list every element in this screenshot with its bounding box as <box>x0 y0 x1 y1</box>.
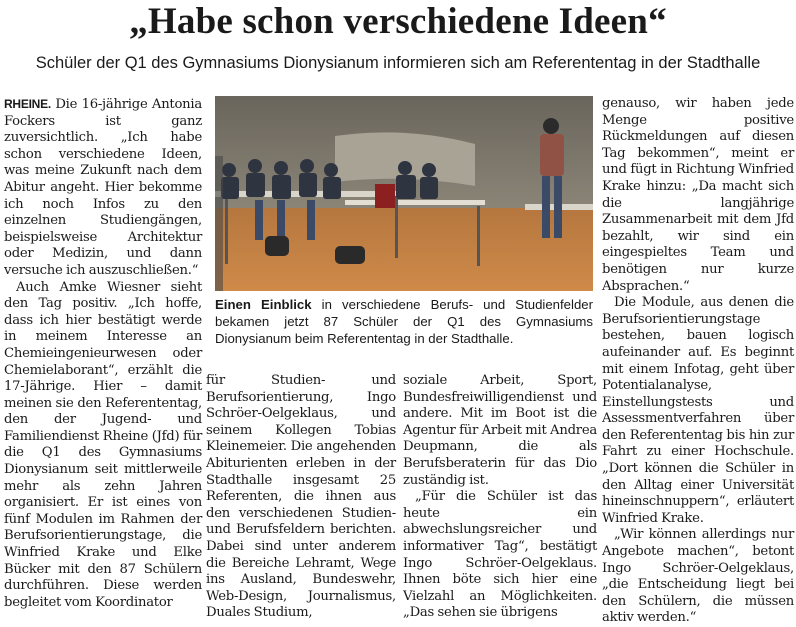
article-column-4 <box>602 96 794 626</box>
caption-lead: Einen Einblick <box>215 297 312 312</box>
article-photo <box>215 96 593 291</box>
caption-text: in verschiedene Berufs- und Studienfelder bekamen jetzt 87 Schüler der Q1 des Gymnasiums Dionysianum beim Referententag in der Stadthalle. <box>215 297 594 346</box>
photo-caption <box>215 296 593 348</box>
paragraph-1-text: Die 16-jährige Antonia Fockers ist ganz zuversichtlich. „Ich habe schon verschiedene Ideen, was meine Zukunft nach dem Abitur angeht. Hier bekomme ich noch Infos zu den einzelnen Studiengängen, beispielsweise Architektur oder Medizin, und dann versuche ich auszuschließen.“ <box>4 97 202 278</box>
paragraph-3: für Studien- und Berufsorientierung, Ingo Schröer-Oelgeklaus, und seinem Kollegen Tobias Kleinemeier. Die angehenden Abiturienten erleben in der Stadthalle insgesamt 25 Referenten, die ihnen aus den verschiedenen Studien- und Berufsfeldern berichten. Dabei sind unter anderem die Bereiche Lehramt, Wege ins Ausland, Bundeswehr, Web-Design, Journalismus, Duales Studium, <box>206 373 396 621</box>
subheadline: Schüler der Q1 des Gymnasiums Dionysianum informieren sich am Referententag in der Stadthalle <box>35 54 761 72</box>
dateline: RHEINE. <box>4 97 51 111</box>
classroom-photo <box>215 96 593 291</box>
article-column-2 <box>206 373 396 621</box>
paragraph-6: genauso, wir haben jede Menge positive Rückmeldungen auf diesen Tag bekommen“, meint er und fügt in Richtung Winfried Krake hinzu: „Da macht sich die langjährige Zusammenarbeit mit dem Jfd bezahlt, wir sind ein eingespieltes Team und benötigen nur kurze Absprachen.“ <box>602 96 794 294</box>
paragraph-7: Die Module, aus denen die Berufsorientierungstage bestehen, bauen logisch aufeinander auf. Es beginnt mit einem Infotag, geht über Potentialanalyse, Einstellungstests und Assessmentverfahren über den Referententag bis hin zur Fahrt zu einer Hochschule. „Dort können die Schüler in den Alltag einer Universität hineinschnuppern“, erläutert Winfried Krake. <box>602 295 794 526</box>
paragraph-1 <box>4 96 202 280</box>
paragraph-8: „Wir können allerdings nur Angebote machen“, betont Ingo Schröer-Oelgeklaus, „die Entscheidung liegt bei den Schülern, die müssen aktiv werden.“ <box>602 527 794 626</box>
paragraph-5: „Für die Schüler ist das heute ein abwechslungsreicher und informativer Tag“, bestätigt Ingo Schröer-Oelgeklaus. Ihnen böte sich hier eine Vielzahl an Möglichkeiten. „Das sehen sie übrigens <box>403 489 597 621</box>
headline: „Habe schon verschiedene Ideen“ <box>129 1 667 42</box>
paragraph-2: Auch Amke Wiesner sieht den Tag positiv. „Ich hoffe, dass ich hier bestätigt werde in meinem Interesse an Chemieingenieurwesen oder Chemielaborant“, erzählt die 17-Jährige. Hier – damit meinen sie den Referententag, den der Jugend- und Familiendienst Rheine (Jfd) für die Q1 des Gymnasiums Dionysianum seit mittlerweile mehr als zehn Jahren organisiert. Er ist eines von fünf Modulen im Rahmen der Berufsorientierungstage, die Winfried Krake und Elke Bücker mit den 87 Schülern durchführen. Diese werden begleitet vom Koordinator <box>4 279 202 610</box>
paragraph-4: soziale Arbeit, Sport, Bundesfreiwilligendienst und andere. Mit im Boot ist die Agentur für Arbeit mit Andrea Deupmann, die als Berufsberaterin für das Dio zuständig ist. <box>403 373 597 488</box>
article-column-3 <box>403 373 597 621</box>
article-column-1 <box>4 96 202 610</box>
